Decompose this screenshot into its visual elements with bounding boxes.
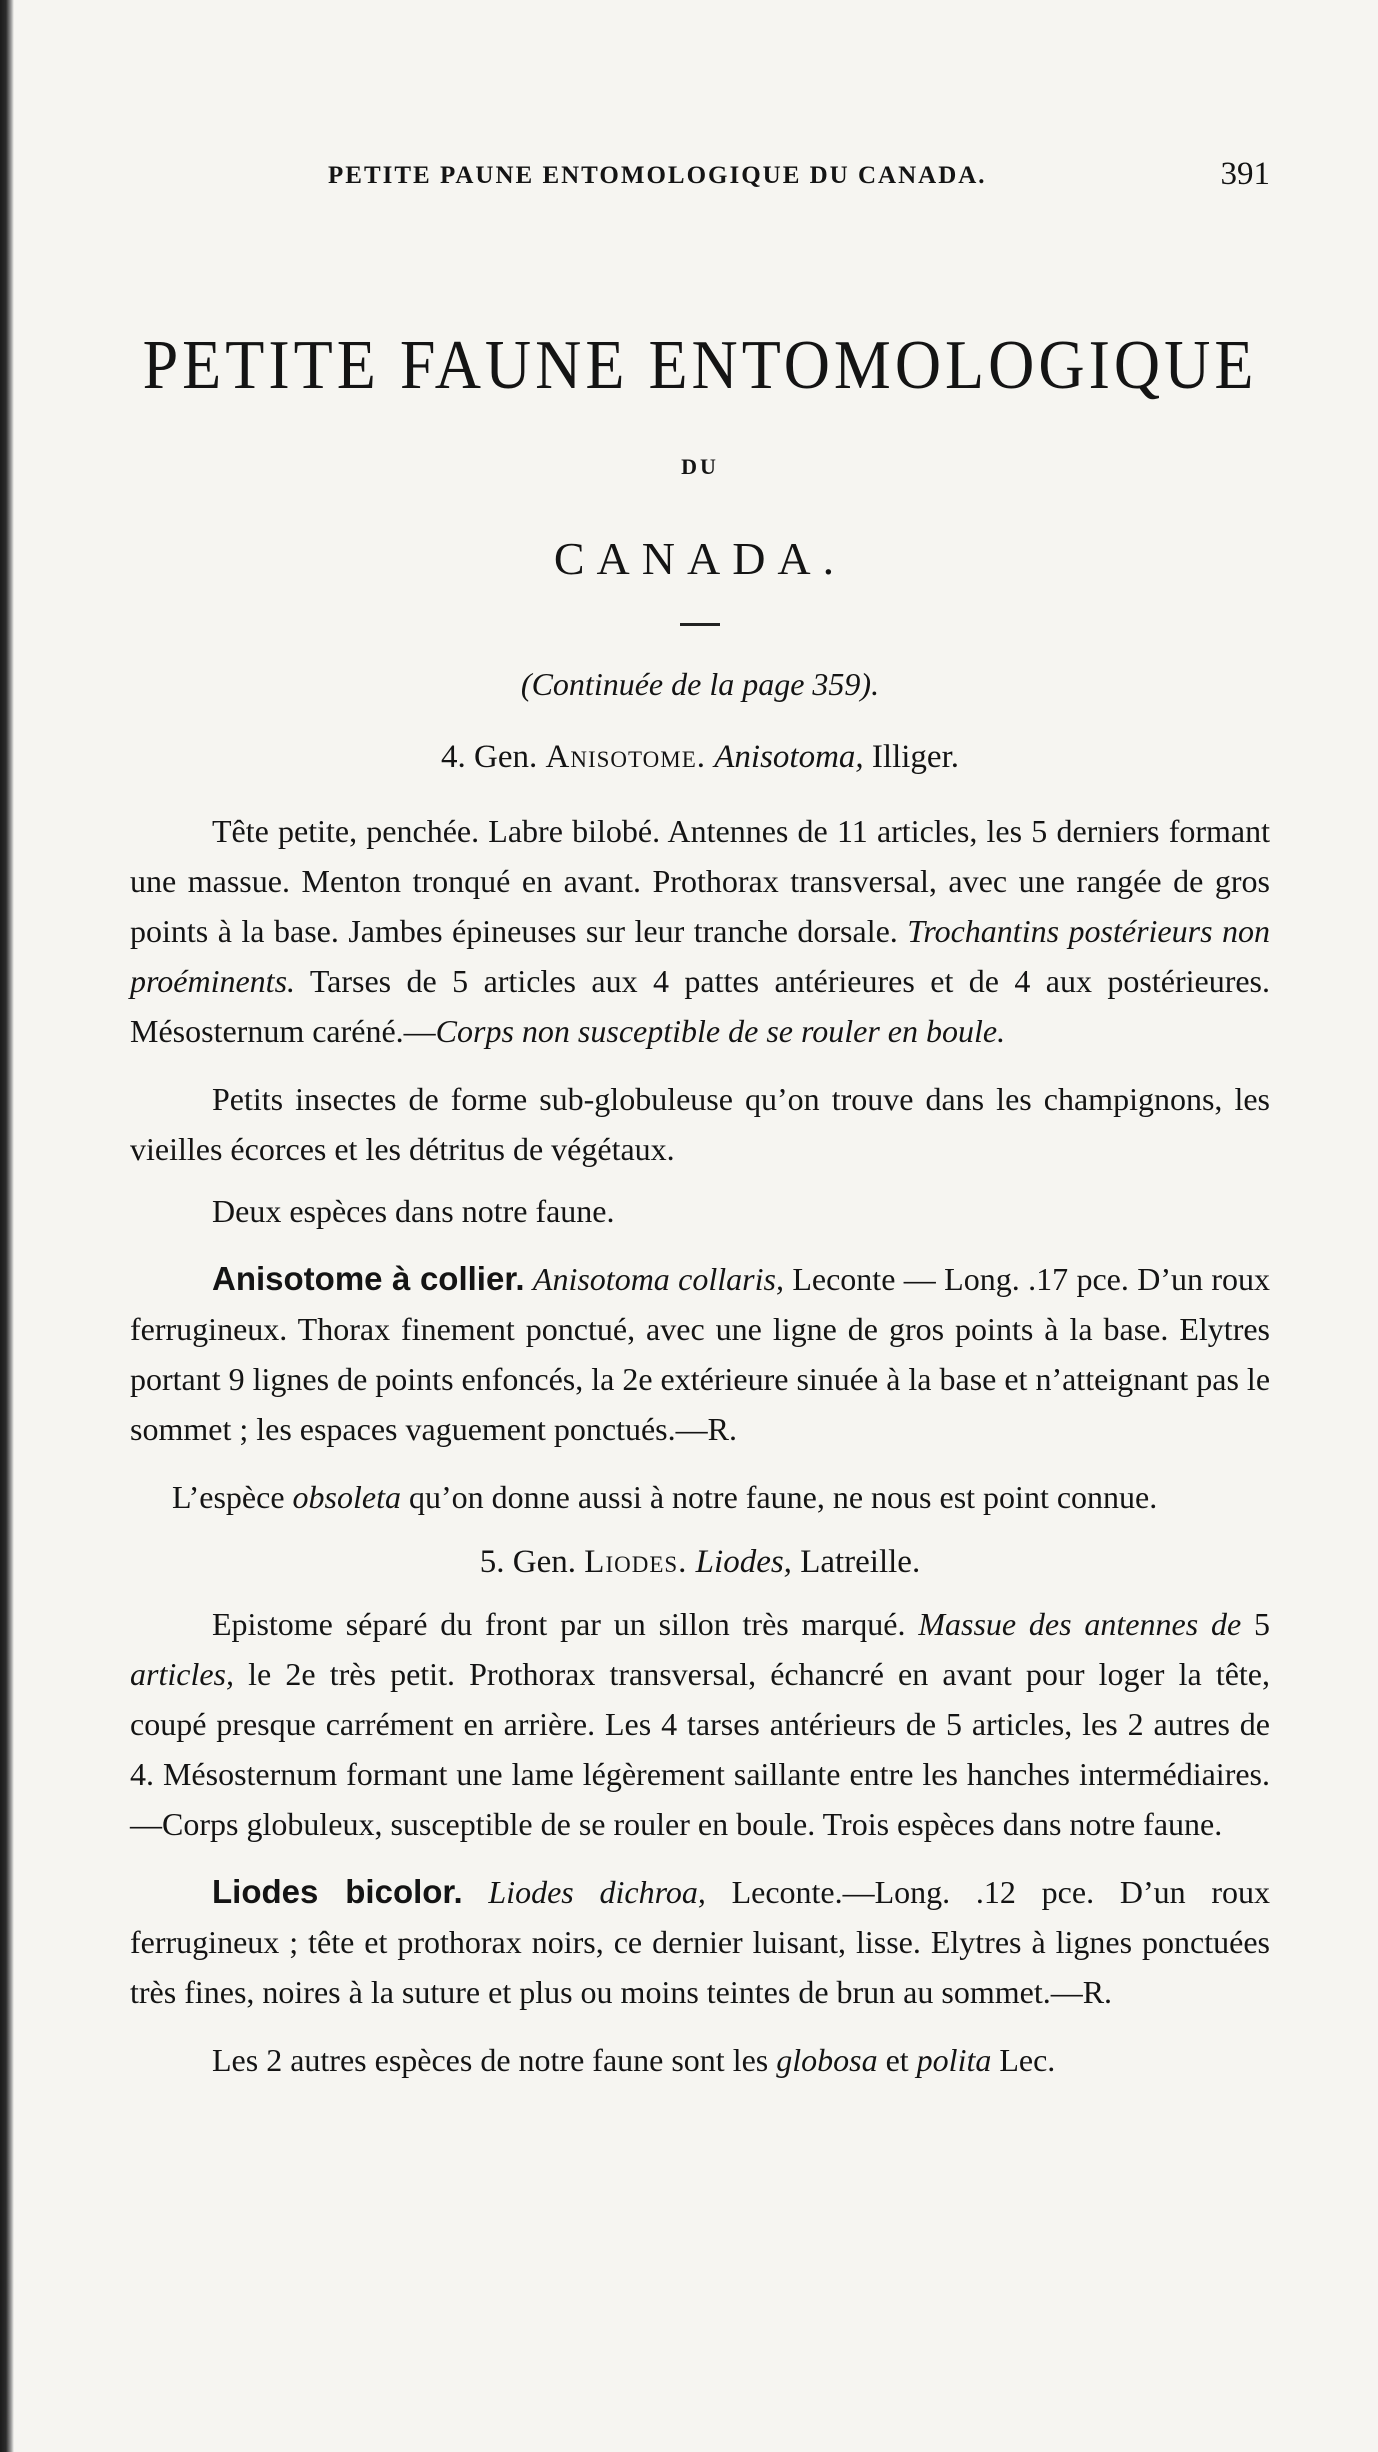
species-latin: Anisotoma collaris, [532,1261,784,1297]
genus-heading-anisotome [130,739,1270,776]
document-page [130,150,1270,2085]
genus-author: Latreille. [800,1544,921,1580]
genus-name: Liodes. [584,1544,688,1580]
desc-italic: Massue des antennes de [918,1606,1242,1642]
title-canada: CANADA. [553,533,847,584]
continued-text: (Continuée de la page 359). [520,666,880,702]
closing-text: Les 2 autres espèces de notre faune sont les [212,2042,777,2078]
genus-author: Illiger. [871,739,959,775]
desc-text: 5 [1241,1606,1271,1642]
genus-number: 5. Gen. [479,1544,577,1580]
closing-text: et [877,2042,917,2078]
species-name: Liodes bicolor. [212,1873,463,1910]
species-anisotome-collier [130,1254,1270,1454]
desc-text: Tête petite, penchée. Labre bilobé. Antennes de 11 articles, les 5 derniers formant une massue. Menton tronqué en avant. Prothorax transversal, avec une rangée de gros points à la base. Jambes épineuses sur leur tranche dorsale. [130,813,1270,949]
genus-latin: Anisotoma, [714,739,864,775]
continued-note [130,666,1270,703]
title-du: DU [681,454,719,479]
species-text: Leconte — Long. .17 pce. D’un roux ferrugineux. Thorax finement ponctué, avec une ligne de gros points à la base. Elytres portant 9 lignes de points enfoncés, la 2e extérieure sinuée à la base et n’atteignant pas le sommet ; les espaces vaguement ponctués.—R. [130,1261,1271,1447]
desc-text: Epistome séparé du front par un sillon très marqué. [212,1606,919,1642]
species-latin: Liodes dichroa, [488,1874,706,1910]
species-count-paragraph: Deux espèces dans notre faune. [212,1193,615,1229]
genus-number: 4. Gen. [441,739,538,775]
genus-description-liodes [130,1599,1270,1849]
obsoleta-paragraph [130,1472,1270,1522]
obsoleta-latin: obsoleta [292,1479,401,1515]
species-name: Anisotome à collier. [212,1260,525,1297]
species-liodes-bicolor [130,1867,1270,2017]
desc-italic: articles, [130,1656,234,1692]
closing-text: Lec. [991,2042,1056,2078]
genus-name: Anisotome. [545,739,706,775]
closing-latin: polita [916,2042,992,2078]
genus-heading-liodes [130,1544,1270,1581]
desc-text: Tarses de 5 articles aux 4 pattes antérieures et de 4 aux postérieures. Mésosternum caréné.— [130,963,1270,1049]
desc-text: le 2e très petit. Prothorax transversal, échancré en avant pour loger la tête, coupé presque carrément en arrière. Les 4 tarses antérieurs de 5 articles, les 2 autres de 4. Mésosternum formant une lame légèrement saillante entre les hanches intermédiaires.—Corps globuleux, susceptible de se rouler en boule. Trois espèces dans notre faune. [130,1656,1270,1842]
obsoleta-text: L’espèce [172,1479,293,1515]
obsoleta-text: qu’on donne aussi à notre faune, ne nous est point connue. [400,1479,1158,1515]
page-number: 391 [1220,156,1270,192]
book-binding-edge [0,0,14,2452]
title-rule [680,623,720,626]
running-title: PETITE PAUNE ENTOMOLOGIQUE DU CANADA. [328,162,987,189]
desc-italic: Corps non susceptible de se rouler en boule. [435,1013,1006,1049]
genus-latin: Liodes, [695,1544,792,1580]
running-head [130,150,1270,210]
genus-description-anisotome [130,806,1270,1056]
desc-italic: Trochantins postérieurs non proéminents. [130,913,1271,999]
article-title: PETITE FAUNE ENTOMOLOGIQUE [142,325,1258,404]
genus-habitat-paragraph: Petits insectes de forme sub-globuleuse qu’on trouve dans les champignons, les vieilles écorces et les détritus de végétaux. [130,1081,1270,1167]
closing-paragraph [130,2035,1270,2085]
species-text: Leconte.—Long. .12 pce. D’un roux ferrugineux ; tête et prothorax noirs, ce dernier luisant, lisse. Elytres à lignes ponctuées très fines, noires à la suture et plus ou moins teintes de brun au sommet.—R. [130,1874,1270,2010]
closing-latin: globosa [776,2042,878,2078]
